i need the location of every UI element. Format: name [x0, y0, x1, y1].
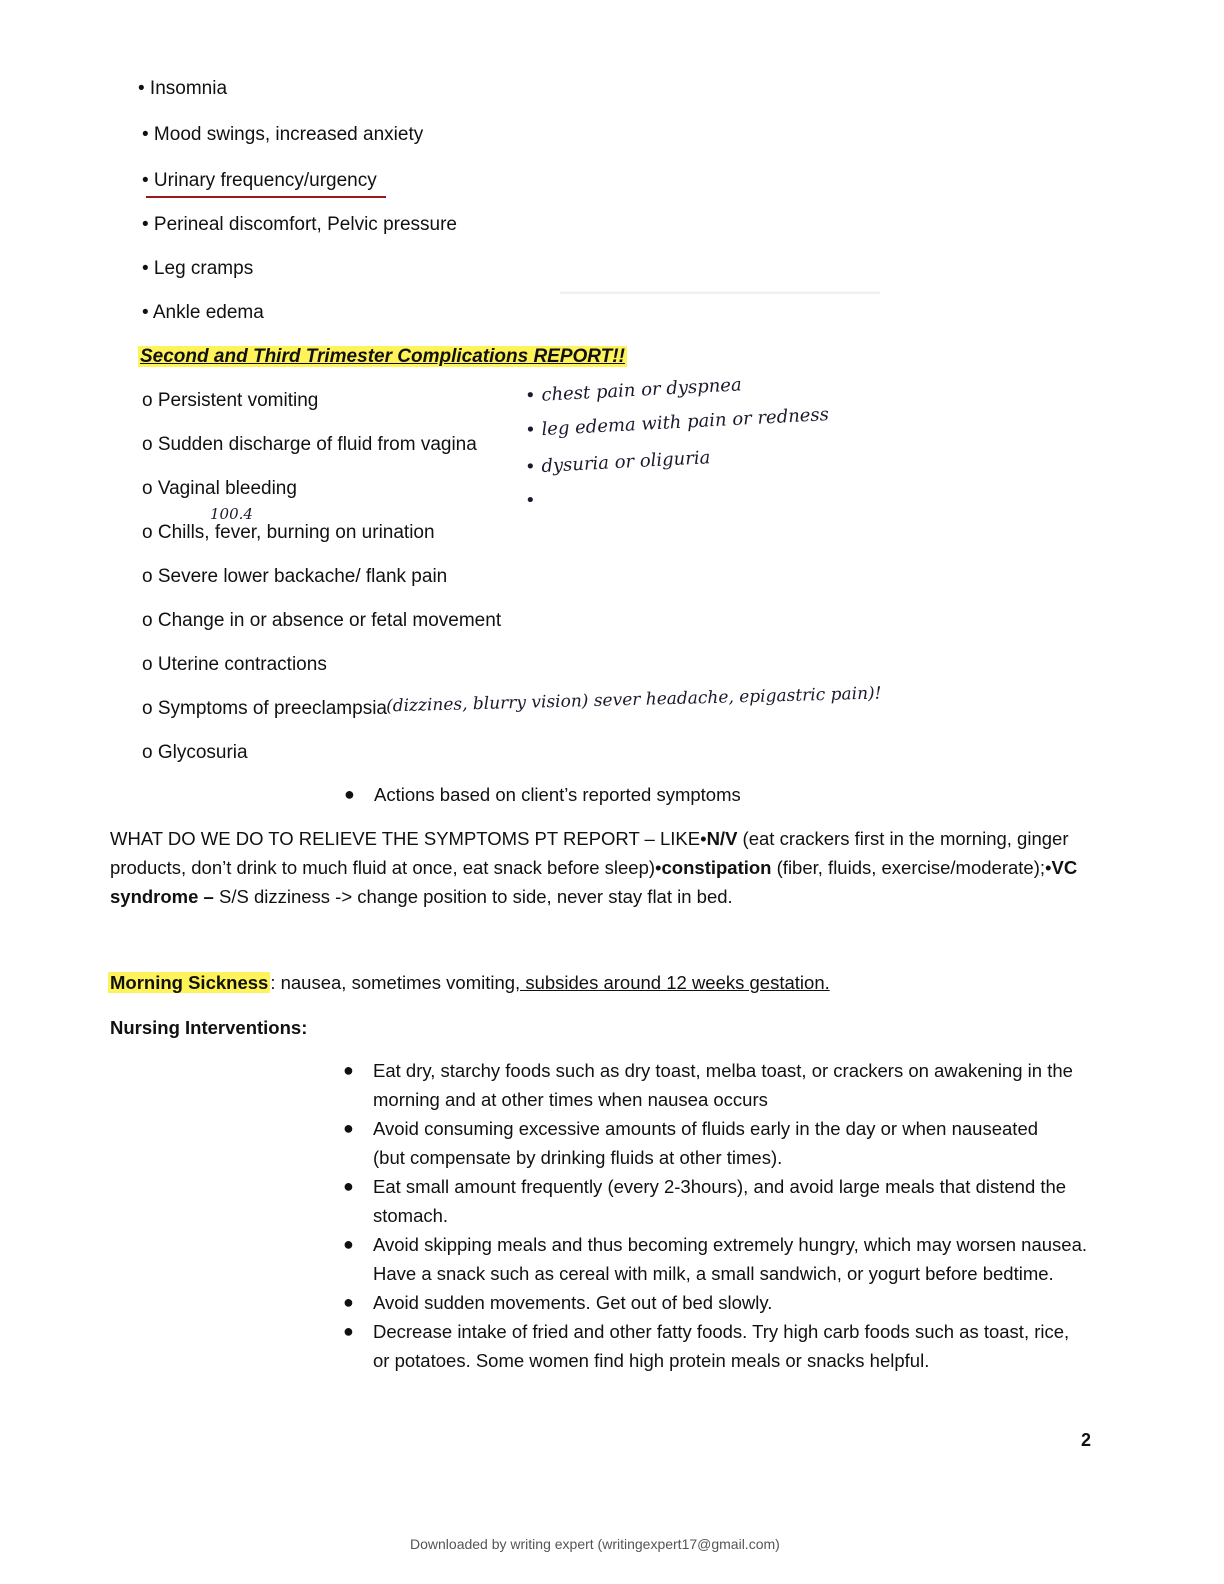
download-footer: Downloaded by writing expert (writingexpert17@gmail.com): [410, 1536, 780, 1552]
list-item: [343, 1230, 1088, 1288]
section-heading: [138, 346, 627, 368]
list-item: • Perineal discomfort, Pelvic pressure: [142, 214, 457, 235]
morning-sickness-text: : nausea, sometimes vomiting: [270, 972, 516, 993]
bullet-icon: ●: [343, 1176, 354, 1196]
list-item: o Symptoms of preeclampsia: [142, 698, 387, 719]
handwritten-underline: [146, 196, 386, 198]
intervention-text: Avoid sudden movements. Get out of bed slowly.: [373, 1292, 773, 1313]
bullet-icon: ●: [343, 1234, 354, 1254]
list-item: o Severe lower backache/ flank pain: [142, 566, 448, 587]
bullet-icon: ●: [343, 1292, 354, 1312]
handwritten-note: 100.4: [210, 505, 253, 523]
intervention-text: Eat dry, starchy foods such as dry toast, melba toast, or crackers on awakening in the morning and at other times when nausea occurs: [373, 1060, 1073, 1110]
list-item: [343, 1172, 1073, 1230]
intervention-text: Decrease intake of fried and other fatty foods. Try high carb foods such as toast, rice, or potatoes. Some women find high protein meals or snacks helpful.: [373, 1321, 1070, 1371]
list-item: [343, 1114, 1073, 1172]
handwritten-note: • leg edema with pain or redness: [524, 404, 830, 441]
page-number: 2: [1081, 1430, 1092, 1450]
intervention-text: Avoid consuming excessive amounts of fluids early in the day or when nauseated (but compensate by drinking fluids at other times).: [373, 1118, 1039, 1168]
complications-heading: Second and Third Trimester Complications REPORT!!: [140, 346, 625, 367]
relieve-bold: N/V: [706, 828, 738, 849]
relieve-text: WHAT DO WE DO TO RELIEVE THE SYMPTOMS PT REPORT – LIKE•: [110, 828, 707, 849]
list-item: [343, 1056, 1073, 1114]
bullet-icon: ●: [343, 1060, 354, 1080]
list-item: [344, 780, 741, 809]
handwritten-note: • dysuria or oliguria: [524, 447, 711, 478]
morning-sickness-underlined: , subsides around 12 weeks gestation.: [515, 972, 830, 993]
list-item: o Change in or absence or fetal movement: [142, 610, 502, 631]
handwritten-note: •: [525, 490, 536, 511]
list-item: o Glycosuria: [142, 742, 248, 763]
intervention-text: Avoid skipping meals and thus becoming extremely hungry, which may worsen nausea. Have a snack such as cereal with milk, a small sandwich, or yogurt before bedtime.: [373, 1234, 1087, 1284]
list-item: o Persistent vomiting: [142, 390, 319, 411]
list-item: [343, 1288, 1088, 1317]
list-item: [343, 1317, 1088, 1375]
list-item: • Urinary frequency/urgency: [142, 170, 377, 191]
list-item: • Mood swings, increased anxiety: [142, 124, 424, 145]
list-item: • Ankle edema: [142, 302, 264, 323]
list-item: o Vaginal bleeding: [142, 478, 297, 499]
relieve-text: S/S dizziness -> change position to side, never stay flat in bed.: [213, 886, 733, 907]
list-item: o Uterine contractions: [142, 654, 327, 675]
bullet-icon: ●: [343, 1321, 354, 1341]
list-item: o Sudden discharge of fluid from vagina: [142, 434, 477, 455]
list-item: • Leg cramps: [142, 258, 254, 279]
bullet-icon: ●: [344, 784, 355, 804]
relieve-text: (fiber, fluids, exercise/moderate);•: [771, 857, 1052, 878]
intervention-text: Eat small amount frequently (every 2-3hours), and avoid large meals that distend the stomach.: [373, 1176, 1067, 1226]
morning-sickness-label: Morning Sickness: [110, 972, 269, 993]
morning-sickness-line: [108, 972, 830, 994]
relieve-paragraph: [110, 824, 1100, 911]
interventions-heading: Nursing Interventions:: [110, 1017, 308, 1038]
bleed-through-shadow: ▁▁▁▁▁▁▁▁▁▁▁▁▁▁▁▁▁▁▁▁▁▁▁▁▁▁: [560, 277, 880, 294]
list-item: o Chills, fever, burning on urination: [142, 522, 435, 543]
list-item: • Insomnia: [138, 78, 228, 99]
handwritten-note: • chest pain or dyspnea: [524, 374, 743, 407]
relieve-bold: VC syndrome –: [110, 857, 1078, 907]
handwritten-note: (dizzines, blurry vision) sever headache, epigastric pain)!: [385, 683, 882, 717]
bullet-icon: ●: [343, 1118, 354, 1138]
relieve-bold: constipation: [661, 857, 772, 878]
actions-text: Actions based on client’s reported symptoms: [374, 784, 741, 805]
relieve-text: (eat crackers first in the morning, ginger products, don’t drink to much fluid at once, eat snack before sleep)•: [110, 828, 1069, 878]
